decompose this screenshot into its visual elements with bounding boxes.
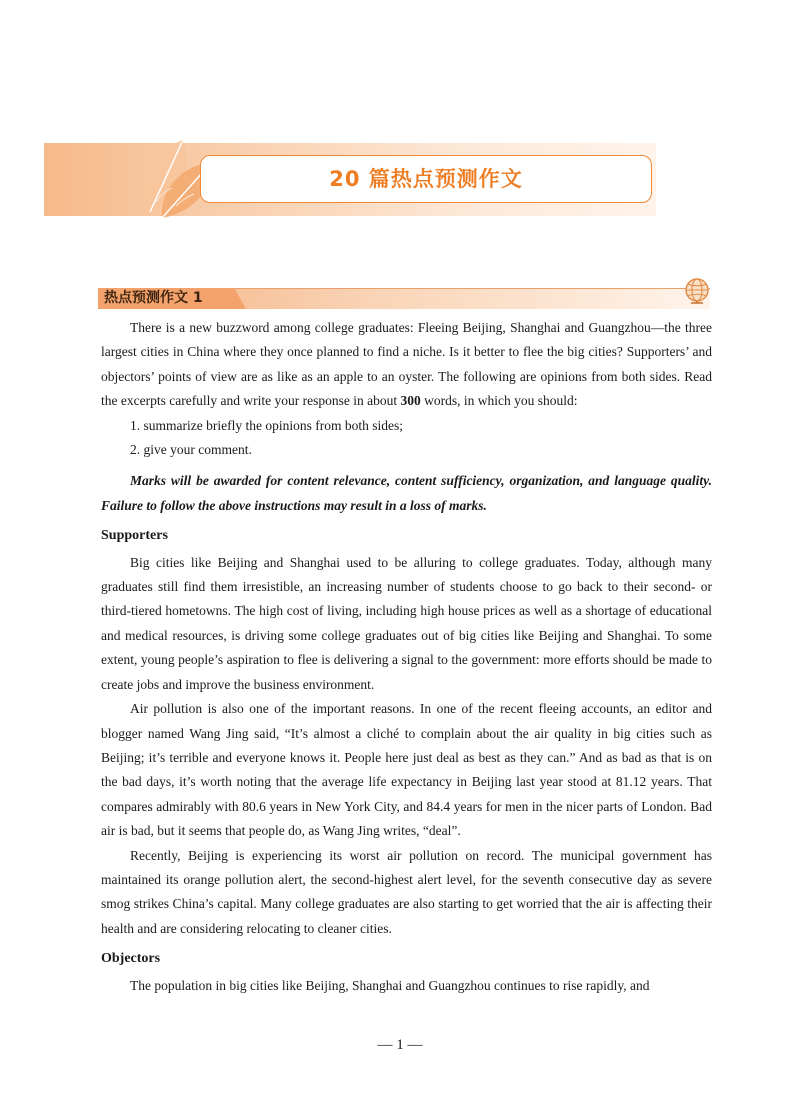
prompt-item: 1. summarize briefly the opinions from both sides; — [130, 417, 403, 433]
prompt-item: 2. give your comment. — [130, 442, 252, 458]
supporters-paragraph: Air pollution is also one of the important reasons. In one of the recent fleeing accounts, an editor and blogger named Wang Jing said, “It’s almost a cliché to complain about the air quality in big cities such as Beijing; it’s terrible and everyone knows it. People here just deal as best as they can.” And as bad as that is on the bad days, it’s worth noting that the average life expectancy in Beijing last year stood at 81.12 years. That compares admirably with 80.6 years in New York City, and 84.4 years for men in the nicer parts of London. Bad air is bad, but it seems that people do, as Wang Jing writes, “deal”. — [101, 701, 712, 839]
essay-content — [101, 316, 712, 998]
page-number: — 1 — — [377, 1037, 423, 1053]
supporters-paragraph: Big cities like Beijing and Shanghai used to be alluring to college graduates. Today, although many graduates still find them irresistible, an increasing number of students choose to go back to their second- or third-tiered hometowns. The high cost of living, including high house prices as well as a shortage of educational and medical resources, is driving some college graduates out of big cities like Beijing and Shanghai. To some extent, young people’s aspiration to flee is delivering a signal to the government: more efforts should be made to create jobs and improve the business environment. — [101, 554, 712, 692]
prompt-intro-text: There is a new buzzword among college graduates: Fleeing Beijing, Shanghai and Guangzhou—the three largest cities in China where they once planned to find a niche. Is it better to flee the big cities? Supporters’ and objectors’ points of view are as like as an apple to an oyster. The following are opinions from both sides. Read the excerpts carefully and write your response in about — [101, 320, 712, 409]
section-title: 热点预测作文 1 — [104, 290, 203, 306]
objectors-heading: Objectors — [101, 951, 161, 967]
supporters-heading: Supporters — [101, 528, 168, 544]
prompt-intro-tail: words, in which you should: — [420, 393, 578, 409]
prompt-intro — [101, 316, 712, 414]
marking-instructions: Marks will be awarded for content relevance, content sufficiency, organization, and language quality. Failure to follow the above instructions may result in a loss of marks. — [101, 473, 712, 513]
supporters-paragraph: Recently, Beijing is experiencing its worst air pollution on record. The municipal government has maintained its orange pollution alert, the second-highest alert level, for the seventh consecutive day as severe smog strikes China’s capital. Many college graduates are also starting to get worried that the air is affecting their health and are considering relocating to cleaner cities. — [101, 847, 712, 936]
globe-icon — [682, 276, 712, 306]
word-count: 300 — [400, 393, 421, 409]
page-title: 20 篇热点预测作文 — [329, 167, 523, 191]
objectors-paragraph: The population in big cities like Beijing, Shanghai and Guangzhou continues to rise rapidly, and — [130, 977, 650, 993]
